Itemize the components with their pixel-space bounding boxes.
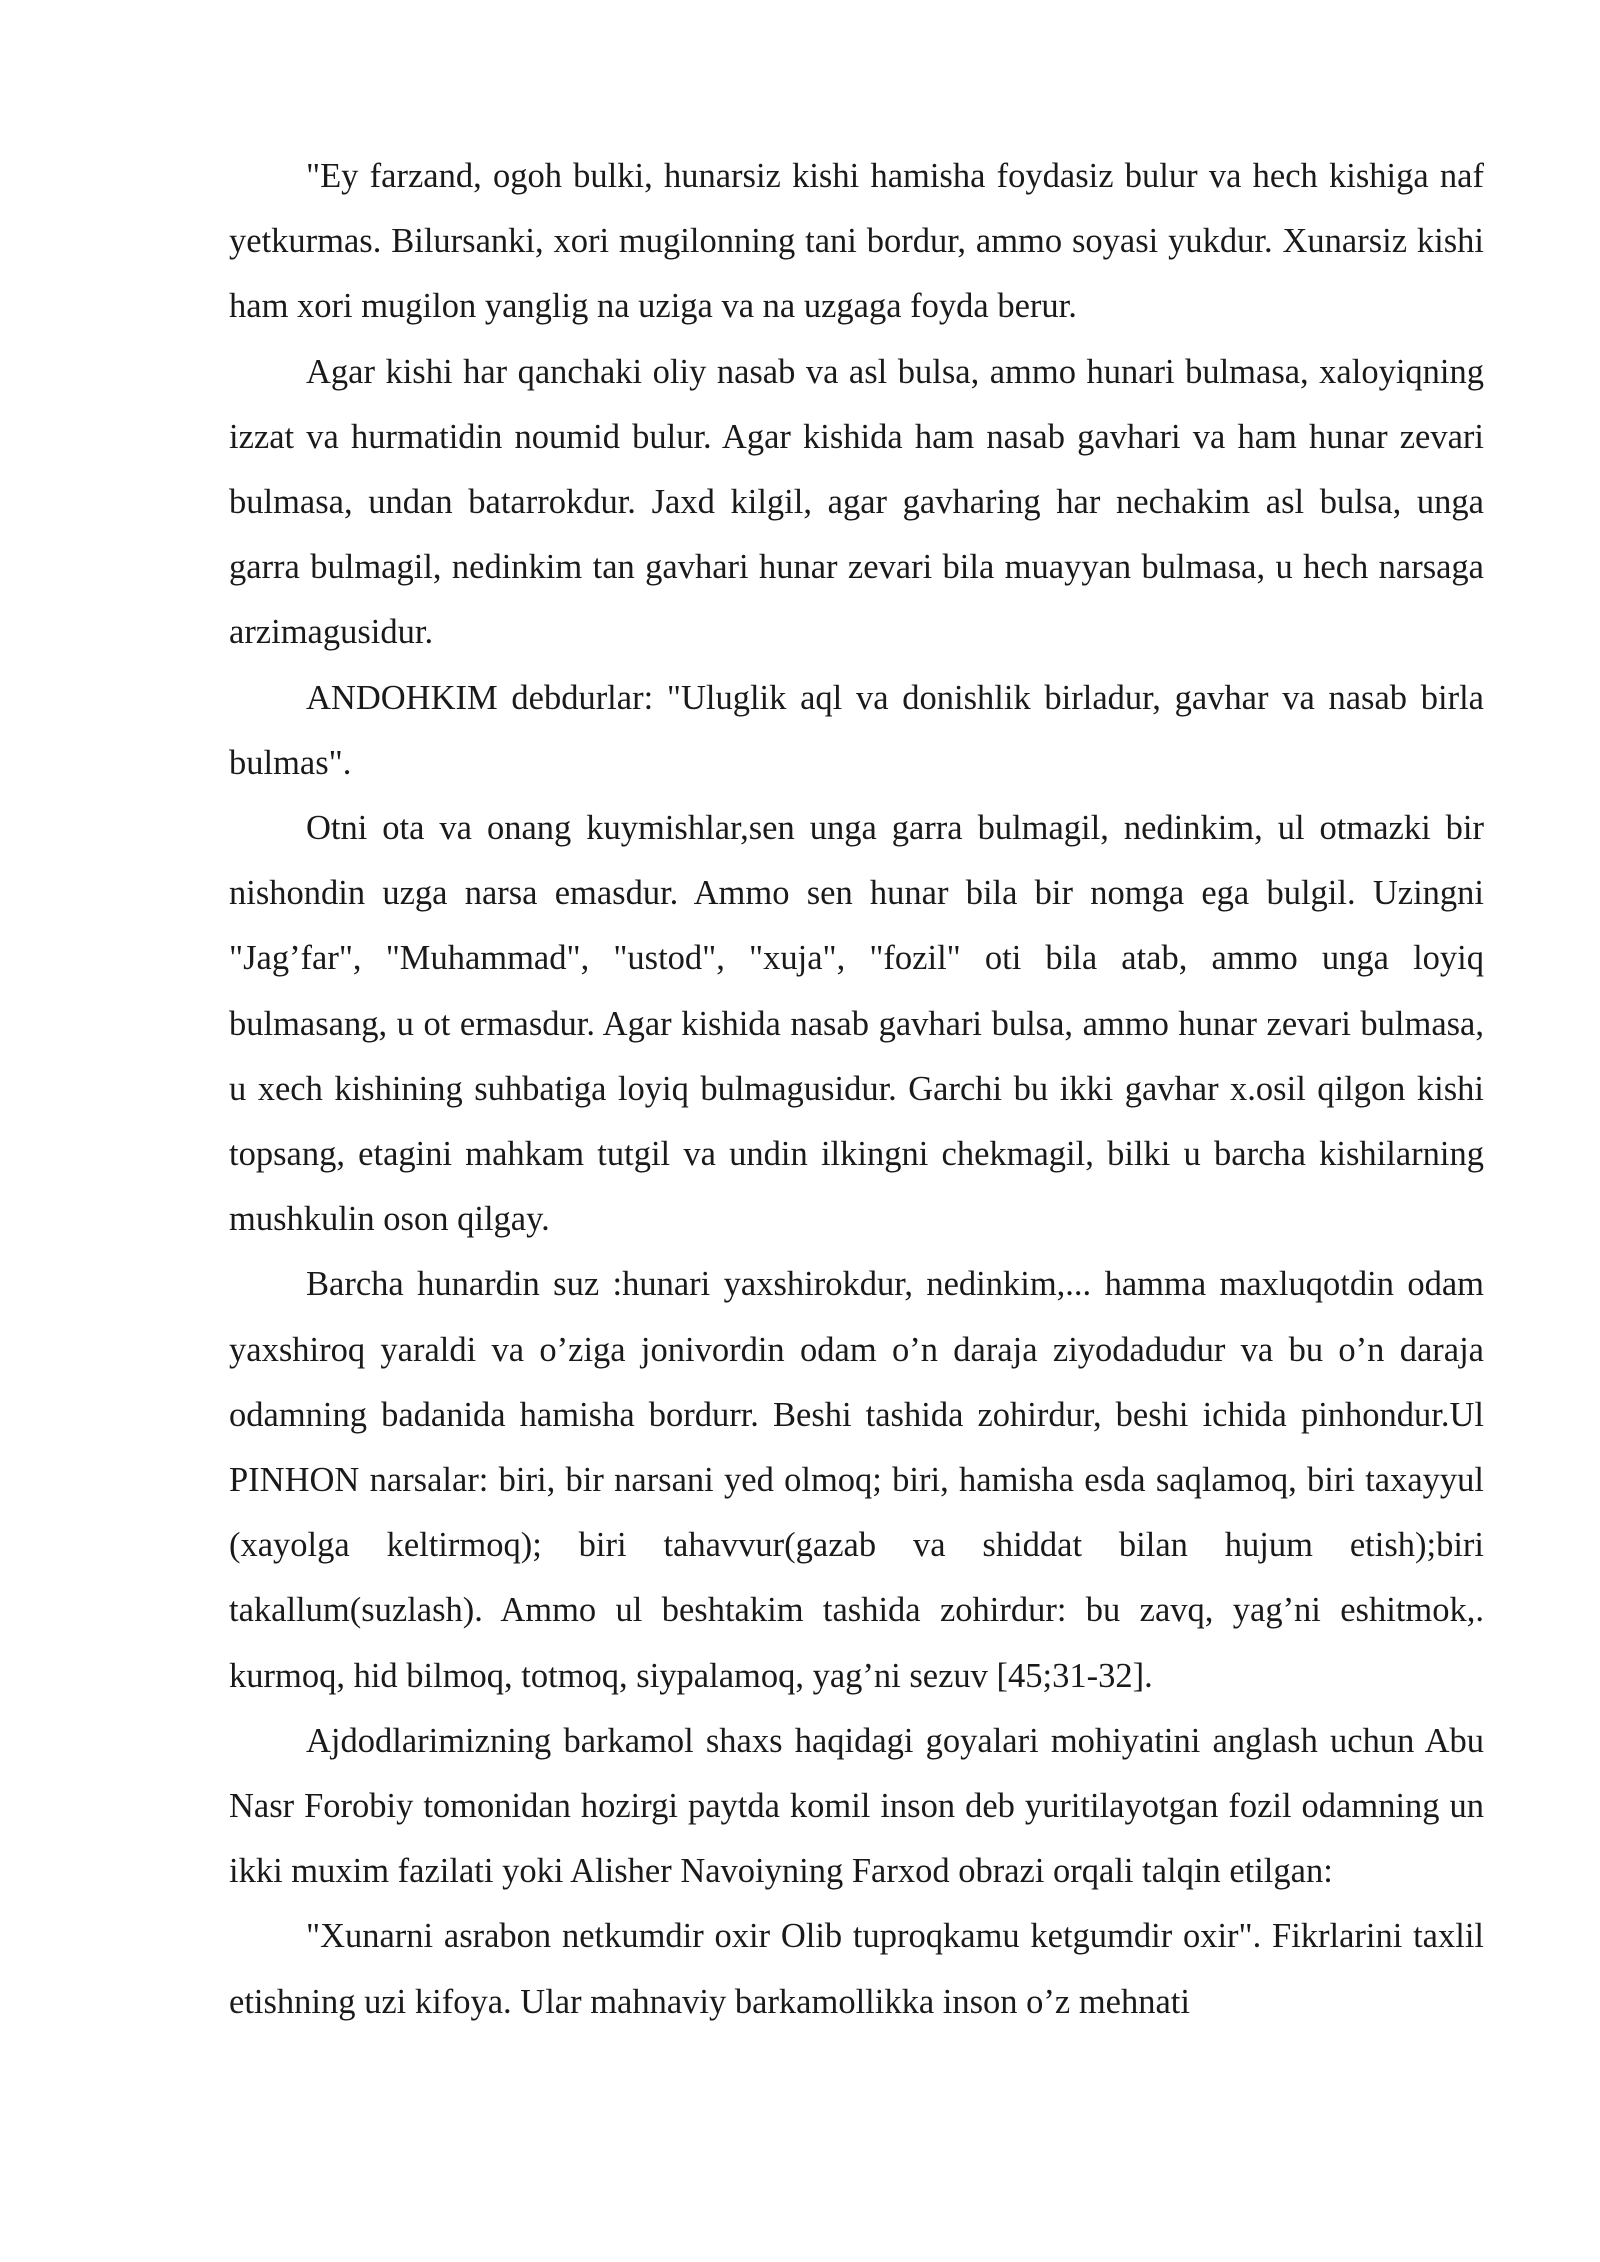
paragraph-1: "Ey farzand, ogoh bulki, hunarsiz kishi hamisha foydasiz bulur va hech kishiga naf yetkurmas. Bilursanki, xori mugilonning tani bordur, ammo soyasi yukdur. Xunarsiz kishi ham xori mugilon yanglig na uziga va na uzgaga foyda berur.	[229, 157, 1484, 326]
paragraph-4: Otni ota va onang kuymishlar,sen unga garra bulmagil, nedinkim, ul otmazki bir nishondin uzga narsa emasdur. Ammo sen hunar bila bir nomga ega bulgil. Uzingni "Jag’far", "Muhammad", "ustod", "xuja", "fozil" oti bila atab, ammo unga loyiq bulmasang, u ot ermasdur. Agar kishida nasab gavhari bulsa, ammo hunar zevari bulmasa, u xech kishining suhbatiga loyiq bulmagusidur. Garchi bu ikki gavhar x.osil qilgon kishi topsang, etagini mahkam tutgil va undin ilkingni chekmagil, bilki u barcha kishilarning mushkulin oson qilgay.	[229, 809, 1484, 1239]
paragraph-7: "Xunarni asrabon netkumdir oxir Olib tuproqkamu ketgumdir oxir". Fikrlarini taxlil etishning uzi kifoya. Ular mahnaviy barkamollikka inson o’z mehnati	[229, 1917, 1484, 2021]
paragraph-2: Agar kishi har qanchaki oliy nasab va asl bulsa, ammo hunari bulmasa, xaloyiqning izzat va hurmatidin noumid bulur. Agar kishida ham nasab gavhari va ham hunar zevari bulmasa, undan batarrokdur. Jaxd kilgil, agar gavharing har nechakim asl bulsa, unga garra bulmagil, nedinkim tan gavhari hunar zevari bila muayyan bulmasa, u hech narsaga arzimagusidur.	[229, 352, 1484, 652]
document-body	[229, 144, 1484, 2035]
paragraph-3: ANDOHKIM debdurlar: "Uluglik aql va donishlik birladur, gavhar va nasab birla bulmas".	[229, 678, 1484, 782]
paragraph-5: Barcha hunardin suz :hunari yaxshirokdur, nedinkim,... hamma maxluqotdin odam yaxshiroq yaraldi va o’ziga jonivordin odam o’n daraja ziyodadudur va bu o’n daraja odamning badanida hamisha bordurr. Beshi tashida zohirdur, beshi ichida pinhondur.Ul PINHON narsalar: biri, bir narsani yed olmoq; biri, hamisha esda saqlamoq, biri taxayyul (xayolga keltirmoq); biri tahavvur(gazab va shiddat bilan hujum etish);biri takallum(suzlash). Ammo ul beshtakim tashida zohirdur: bu zavq, yag’ni eshitmok,. kurmoq, hid bilmoq, totmoq, siypalamoq, yag’ni sezuv [45;31-32].	[229, 1265, 1484, 1695]
paragraph-6: Ajdodlarimizning barkamol shaxs haqidagi goyalari mohiyatini anglash uchun Abu Nasr Forobiy tomonidan hozirgi paytda komil inson deb yuritilayotgan fozil odamning un ikki muxim fazilati yoki Alisher Navoiyning Farxod obrazi orqali talqin etilgan:	[229, 1721, 1484, 1891]
